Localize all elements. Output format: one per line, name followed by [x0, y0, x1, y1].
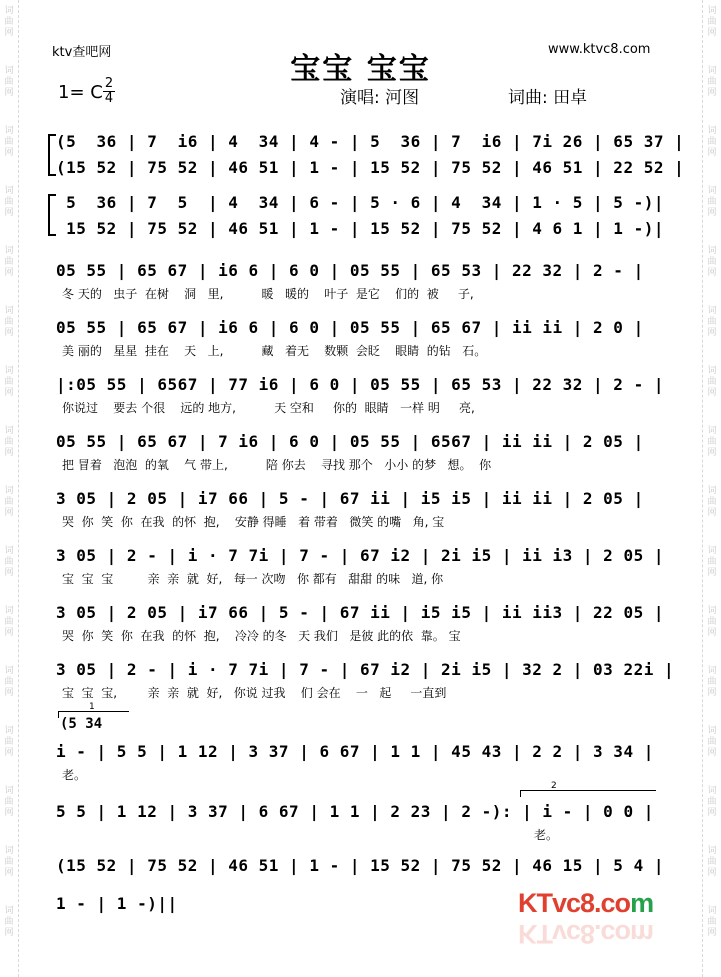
right-watermark-strip — [702, 0, 721, 977]
time-signature-bottom: 4 — [104, 91, 114, 106]
side-watermark-text: 词 曲 网 — [4, 126, 14, 158]
lyric-line: 把 冒着 泡泡 的氧 气 带上, 陪 你去 寻找 那个 小小 的梦 想。 你 — [62, 458, 492, 472]
side-watermark-text: 词 曲 网 — [707, 246, 717, 278]
score-row — [52, 318, 664, 338]
score-row — [52, 193, 664, 213]
side-watermark-text: 词 曲 网 — [707, 66, 717, 98]
score-row — [52, 261, 664, 281]
side-watermark-text: 词 曲 网 — [4, 606, 14, 638]
notation: 3 05 | 2 - | i · 7 7i | 7 - | 67 i2 | 2i i5 | ii i3 | 2 05 | — [56, 546, 664, 565]
lyric-line: 老。 — [534, 828, 559, 842]
side-watermark-text: 词 曲 网 — [707, 6, 717, 38]
side-watermark-text: 词 曲 网 — [707, 186, 717, 218]
notation: (5 36 | 7 i6 | 4 34 | 4 - | 5 36 | 7 i6 | 7i 26 | 65 37 | — [56, 132, 685, 151]
side-watermark-text: 词 曲 网 — [4, 186, 14, 218]
ktvc8-logo: KTvc8.com — [518, 888, 654, 918]
score-row — [52, 219, 664, 239]
notation: |:05 55 | 6567 | 77 i6 | 6 0 | 05 55 | 65 53 | 22 32 | 2 - | — [56, 375, 664, 394]
time-signature-top: 2 — [104, 76, 114, 91]
side-watermark-text: 词 曲 网 — [4, 786, 14, 818]
notation: 3 05 | 2 - | i · 7 7i | 7 - | 67 i2 | 2i i5 | 32 2 | 03 22i | — [56, 660, 675, 679]
notation: (15 52 | 75 52 | 46 51 | 1 - | 15 52 | 75 52 | 46 51 | 22 52 | — [56, 158, 685, 177]
site-url[interactable]: www.ktvc8.com — [548, 42, 651, 57]
lyric-line: 冬 天的 虫子 在树 洞 里, 暖 暖的 叶子 是它 们的 被 子, — [62, 287, 474, 301]
score-row — [52, 489, 664, 509]
notation: 3 05 | 2 05 | i7 66 | 5 - | 67 ii | i5 i5 | ii ii3 | 22 05 | — [56, 603, 664, 622]
lyric-line: 你说过 要去 个很 远的 地方, 天 空和 你的 眼睛 一样 明 亮, — [62, 401, 475, 415]
notation: 05 55 | 65 67 | i6 6 | 6 0 | 05 55 | 65 53 | 22 32 | 2 - | — [56, 261, 644, 280]
side-watermark-text: 词 曲 网 — [707, 786, 717, 818]
notation: 05 55 | 65 67 | 7 i6 | 6 0 | 05 55 | 6567 | ii ii | 2 05 | — [56, 432, 644, 451]
score-row — [52, 856, 664, 876]
notation: 15 52 | 75 52 | 46 51 | 1 - | 15 52 | 75 52 | 4 6 1 | 1 -)| — [56, 219, 664, 238]
first-ending-bracket: 1 — [58, 711, 129, 718]
logo-reflection: KTvc8.com — [518, 919, 654, 949]
time-signature — [103, 78, 115, 105]
singer-credit: 演唱: 河图 — [340, 88, 420, 108]
score-row — [52, 660, 675, 680]
side-watermark-text: 词 曲 网 — [4, 726, 14, 758]
lyric-line: 哭 你 笑 你 在我 的怀 抱, 安静 得睡 着 带着 微笑 的嘴 角, 宝 — [62, 515, 445, 529]
composer-credit: 词曲: 田卓 — [508, 88, 588, 108]
score-row — [52, 546, 664, 566]
song-title: 宝宝 宝宝 — [290, 52, 431, 87]
lyric-line: 老。 — [62, 768, 87, 782]
pickup-notes: (5 34 — [60, 716, 103, 732]
side-watermark-text: 词 曲 网 — [707, 486, 717, 518]
score-row — [52, 375, 664, 395]
notation: i - | 5 5 | 1 12 | 3 37 | 6 67 | 1 1 | 45 43 | 2 2 | 3 34 | — [56, 742, 654, 761]
side-watermark-text: 词 曲 网 — [707, 666, 717, 698]
side-watermark-text: 词 曲 网 — [707, 426, 717, 458]
side-watermark-text: 词 曲 网 — [707, 726, 717, 758]
score-row — [52, 603, 664, 623]
lyric-line: 哭 你 笑 你 在我 的怀 抱, 冷冷 的冬 天 我们 是彼 此的依 靠。 宝 — [62, 629, 461, 643]
side-watermark-text: 词 曲 网 — [4, 426, 14, 458]
second-ending-bracket: 2 — [520, 790, 656, 797]
side-watermark-text: 词 曲 网 — [707, 306, 717, 338]
key-signature: 1= C — [58, 82, 103, 103]
side-watermark-text: 词 曲 网 — [4, 666, 14, 698]
side-watermark-text: 词 曲 网 — [707, 906, 717, 938]
score-row — [52, 802, 664, 822]
lyric-line: 美 丽的 星星 挂在 天 上, 藏 着无 数颗 会眨 眼睛 的钻 石。 — [62, 344, 487, 358]
notation: 5 36 | 7 5 | 4 34 | 6 - | 5 · 6 | 4 34 | 1 · 5 | 5 -)| — [56, 193, 664, 212]
notation: 1 - | 1 -)|| — [56, 894, 178, 913]
score-row — [52, 432, 664, 452]
notation: 5 5 | 1 12 | 3 37 | 6 67 | 1 1 | 2 23 | 2 -): | i - | 0 0 | — [56, 802, 654, 821]
left-watermark-strip — [0, 0, 19, 977]
side-watermark-text: 词 曲 网 — [4, 906, 14, 938]
notation: (15 52 | 75 52 | 46 51 | 1 - | 15 52 | 75 52 | 46 15 | 5 4 | — [56, 856, 664, 875]
side-watermark-text: 词 曲 网 — [707, 606, 717, 638]
lyric-line: 宝 宝 宝, 亲 亲 就 好, 你说 过我 们 会在 一 起 一直到 — [62, 686, 447, 700]
side-watermark-text: 词 曲 网 — [4, 6, 14, 38]
notation: 3 05 | 2 05 | i7 66 | 5 - | 67 ii | i5 i5 | ii ii | 2 05 | — [56, 489, 644, 508]
side-watermark-text: 词 曲 网 — [707, 366, 717, 398]
side-watermark-text: 词 曲 网 — [4, 66, 14, 98]
side-watermark-text: 词 曲 网 — [4, 366, 14, 398]
side-watermark-text: 词 曲 网 — [4, 546, 14, 578]
side-watermark-text: 词 曲 网 — [4, 306, 14, 338]
notation: 05 55 | 65 67 | i6 6 | 6 0 | 05 55 | 65 67 | ii ii | 2 0 | — [56, 318, 644, 337]
score-row — [52, 158, 685, 178]
score-row — [52, 742, 664, 762]
side-watermark-text: 词 曲 网 — [4, 246, 14, 278]
lyric-line: 宝 宝 宝 亲 亲 就 好, 每一 次吻 你 都有 甜甜 的味 道, 你 — [62, 572, 444, 586]
side-watermark-text: 词 曲 网 — [4, 486, 14, 518]
side-watermark-text: 词 曲 网 — [707, 846, 717, 878]
site-name: ktv查吧网 — [52, 45, 112, 60]
side-watermark-text: 词 曲 网 — [707, 546, 717, 578]
score-row — [52, 132, 685, 152]
side-watermark-text: 词 曲 网 — [707, 126, 717, 158]
side-watermark-text: 词 曲 网 — [4, 846, 14, 878]
